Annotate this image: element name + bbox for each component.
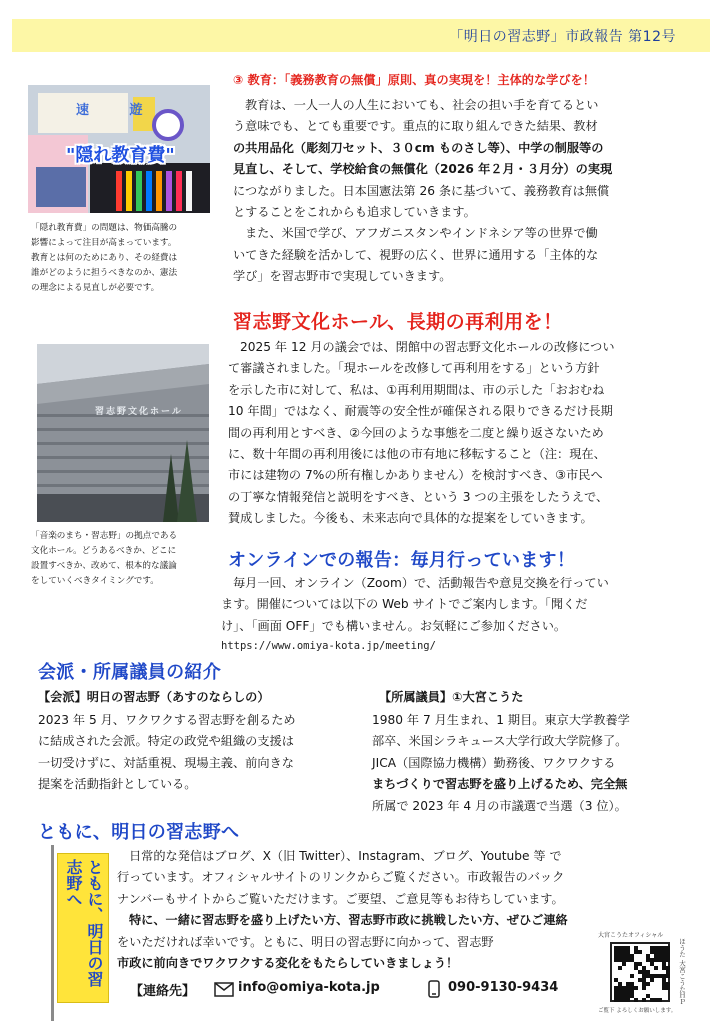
education-line: とすることをこれからも追求していきます。: [233, 205, 476, 220]
online-line: 毎月一回、オンライン（Zoom）で、活動報告や意見交換を行ってい: [233, 576, 609, 590]
qr-module: [642, 986, 646, 990]
education-line: の共用品化（彫刻刀セット、３０cm ものさし等）、中学の制服等の: [233, 140, 604, 155]
qr-module: [646, 982, 650, 986]
qr-module: [654, 966, 658, 970]
caption-line: 教育とは何のためにあり、その経費は: [31, 253, 178, 263]
online-body: [221, 573, 703, 637]
member-line: まちづくりで習志野を盛り上げるため、完全無: [372, 777, 628, 792]
education-line: また、米国で学び、アフガニスタンやインドネシア等の世界で働: [245, 226, 598, 241]
hidden-education-cost-photo: [28, 85, 210, 213]
qr-module: [666, 958, 670, 962]
nobori-flag: [41, 845, 111, 1021]
intro-section-title: 会派・所属議員の紹介: [38, 662, 221, 683]
group-line: 一切受けずに、対話重視、現場主義、前向きな: [38, 755, 294, 770]
together-line: ナンバーもサイトからご覧いただけます。ご要望、ご意見等もお待ちしています。: [117, 891, 564, 906]
together-line: 日常的な発信はブログ、X（旧 Twitter）、Instagram、ブログ、Youtube 等 で: [129, 849, 562, 863]
caption-line: 影響によって注目が高まっています。: [31, 238, 177, 248]
hall-photo-caption: [31, 529, 223, 589]
email-link[interactable]: info@omiya-kota.jp: [238, 980, 380, 995]
qr-module: [626, 998, 630, 1002]
issue-title: 「明日の習志野」市政報告 第12号: [449, 29, 676, 45]
education-line: いてきた経験を活かして、視野の広く、世界に通用する「主体的な: [233, 247, 599, 262]
hall-section-title: 習志野文化ホール、長期の再利用を！: [233, 311, 563, 333]
caption-line: 誰がどのように担うべきなのか、憲法: [31, 268, 178, 278]
caption-line: の理念による見直しが必要です。: [31, 283, 160, 293]
culture-hall-building-illustration: [37, 344, 209, 522]
contact-row: [130, 980, 590, 1002]
online-line: け」、「画面 OFF」でも構いません。お気軽にご参加ください。: [221, 618, 567, 633]
member-body: [372, 710, 702, 817]
education-line: 学び」を習志野市で実現していきます。: [233, 269, 452, 284]
hall-line: 賛成しました。今後も、未来志向で具体的な提案をしていきます。: [228, 511, 593, 526]
qr-module: [650, 978, 654, 982]
online-section-title: オンラインでの報告：毎月行っています！: [228, 550, 576, 571]
caption-line: 設置すべきか、改めて、根本的な議論: [31, 561, 177, 571]
online-line: ます。開催については以下の Web サイトでご案内します。「聞くだ: [221, 597, 588, 612]
qr-module: [630, 974, 634, 978]
qr-code[interactable]: [610, 942, 670, 1002]
phone-link[interactable]: 090-9130-9434: [448, 980, 559, 995]
hall-line: 2025 年 12 月の議会では、閉館中の習志野文化ホールの改修につい: [240, 340, 615, 354]
member-line: JICA（国際協力機構）勤務後、ワクワクする: [372, 755, 616, 770]
education-body: [233, 95, 703, 288]
photo-sign: 速 遊: [76, 103, 161, 118]
hall-line: の丁寧な情報発信と説明をすべき、という 3 つの主張をしたうえで、: [228, 489, 609, 504]
together-body: [117, 846, 587, 974]
caption-line: をしていくべきタイミングです。: [31, 576, 159, 586]
flag-text: ともに、明日の習志野へ: [64, 859, 104, 987]
qr-module: [618, 966, 622, 970]
together-line: をいただければ幸いです。ともに、明日の習志野に向かって、習志野: [117, 934, 494, 949]
member-line: 1980 年 7 月生まれ、1 期目。東京大学教養学: [372, 713, 630, 727]
member-line: 部卒、米国シラキュース大学行政大学院修了。: [372, 734, 628, 749]
caption-line: 文化ホール。どうあるべきか、どこに: [31, 546, 177, 556]
hall-body: [228, 337, 703, 530]
qr-bottom-label: ご覧下 よろしくお願いします。: [598, 1008, 677, 1014]
caption-line: 「音楽のまち・習志野」の拠点である: [31, 531, 178, 541]
qr-block: [596, 930, 712, 1016]
phone-icon: [428, 980, 440, 1002]
qr-module: [642, 998, 646, 1002]
qr-top-label: 大宮こうたオフィシャル: [598, 932, 664, 939]
member-heading: 【所属議員】①大宮こうた: [379, 690, 524, 704]
group-heading: 【会派】明日の習志野（あすのならしの）: [38, 690, 270, 704]
education-line: 教育は、一人一人の人生においても、社会の担い手を育てるとい: [245, 98, 599, 112]
qr-side-label: ほうた 大宮こうたＨＰ: [678, 938, 686, 1006]
group-body: [38, 710, 358, 796]
hall-line: 市には建物の 7%の所有権しかありません）を検討すべき、③市民へ: [228, 468, 603, 483]
qr-module: [666, 974, 670, 978]
group-line: 2023 年 5 月、ワクワクする習志野を創るため: [38, 713, 296, 727]
qr-module: [638, 950, 642, 954]
education-line: う意味でも、とても重要です。重点的に取り組んできた結果、教材: [233, 119, 598, 134]
qr-module: [666, 986, 670, 990]
education-photo-caption: [31, 221, 223, 296]
together-line: 市政に前向きでワクワクする変化をもたらしていきましょう！: [117, 956, 459, 971]
header-banner: [12, 19, 710, 52]
flag-pole: [51, 845, 54, 1021]
group-line: 提案を活動指針としている。: [38, 777, 197, 792]
mail-icon: [214, 982, 234, 1001]
group-line: に結成された会派。特定の政党や組織の支援は: [38, 734, 294, 749]
photo-overlay-label: "隠れ教育費": [66, 145, 175, 166]
hall-line: に、数十年間の再利用後には他の市有地に移転すること（注：現在、: [228, 447, 606, 462]
qr-module: [634, 998, 638, 1002]
hall-line: を示した市に対して、私は、①再利用期間は、市の示した「おおむね: [228, 382, 605, 397]
education-line: につながりました。日本国憲法第 26 条に基づいて、義務教育は無償: [233, 183, 610, 198]
qr-module: [634, 986, 638, 990]
qr-module: [658, 998, 662, 1002]
education-heading: ③ 教育：「義務教育の無償」原則、真の実現を！主体的な学びを！: [233, 73, 595, 87]
education-line: 見直し、そして、学校給食の無償化（2026 年２月・３月分）の実現: [233, 162, 613, 177]
meeting-url-link[interactable]: https://www.omiya-kota.jp/meeting/: [221, 640, 436, 652]
contact-label: 【連絡先】: [130, 984, 196, 999]
hall-line: 10 年間」ではなく、耐震等の安全性が確保される限りできるだけ長期: [228, 404, 613, 419]
culture-hall-photo: [37, 344, 209, 522]
together-line: 特に、一緒に習志野を盛り上げたい方、習志野市政に挑戦したい方、ぜひご連絡: [129, 913, 568, 928]
member-line: 所属で 2023 年 4 月の市議選で当選（3 位）。: [372, 798, 627, 813]
together-section-title: ともに、明日の習志野へ: [38, 822, 240, 843]
together-line: 行っています。オフィシャルサイトのリンクからご覧ください。市政報告のバック: [117, 870, 565, 885]
hall-building-sign: 習志野文化ホール: [95, 407, 183, 417]
hall-line: て審議されました。「現ホールを改修して再利用をする」という方針: [228, 361, 600, 376]
hall-line: 間の再利用とすべき、②今回のような事態を二度と繰り返さないため: [228, 425, 604, 440]
qr-module: [622, 962, 626, 966]
caption-line: 「隠れ教育費」の問題は、物価高騰の: [31, 223, 178, 233]
